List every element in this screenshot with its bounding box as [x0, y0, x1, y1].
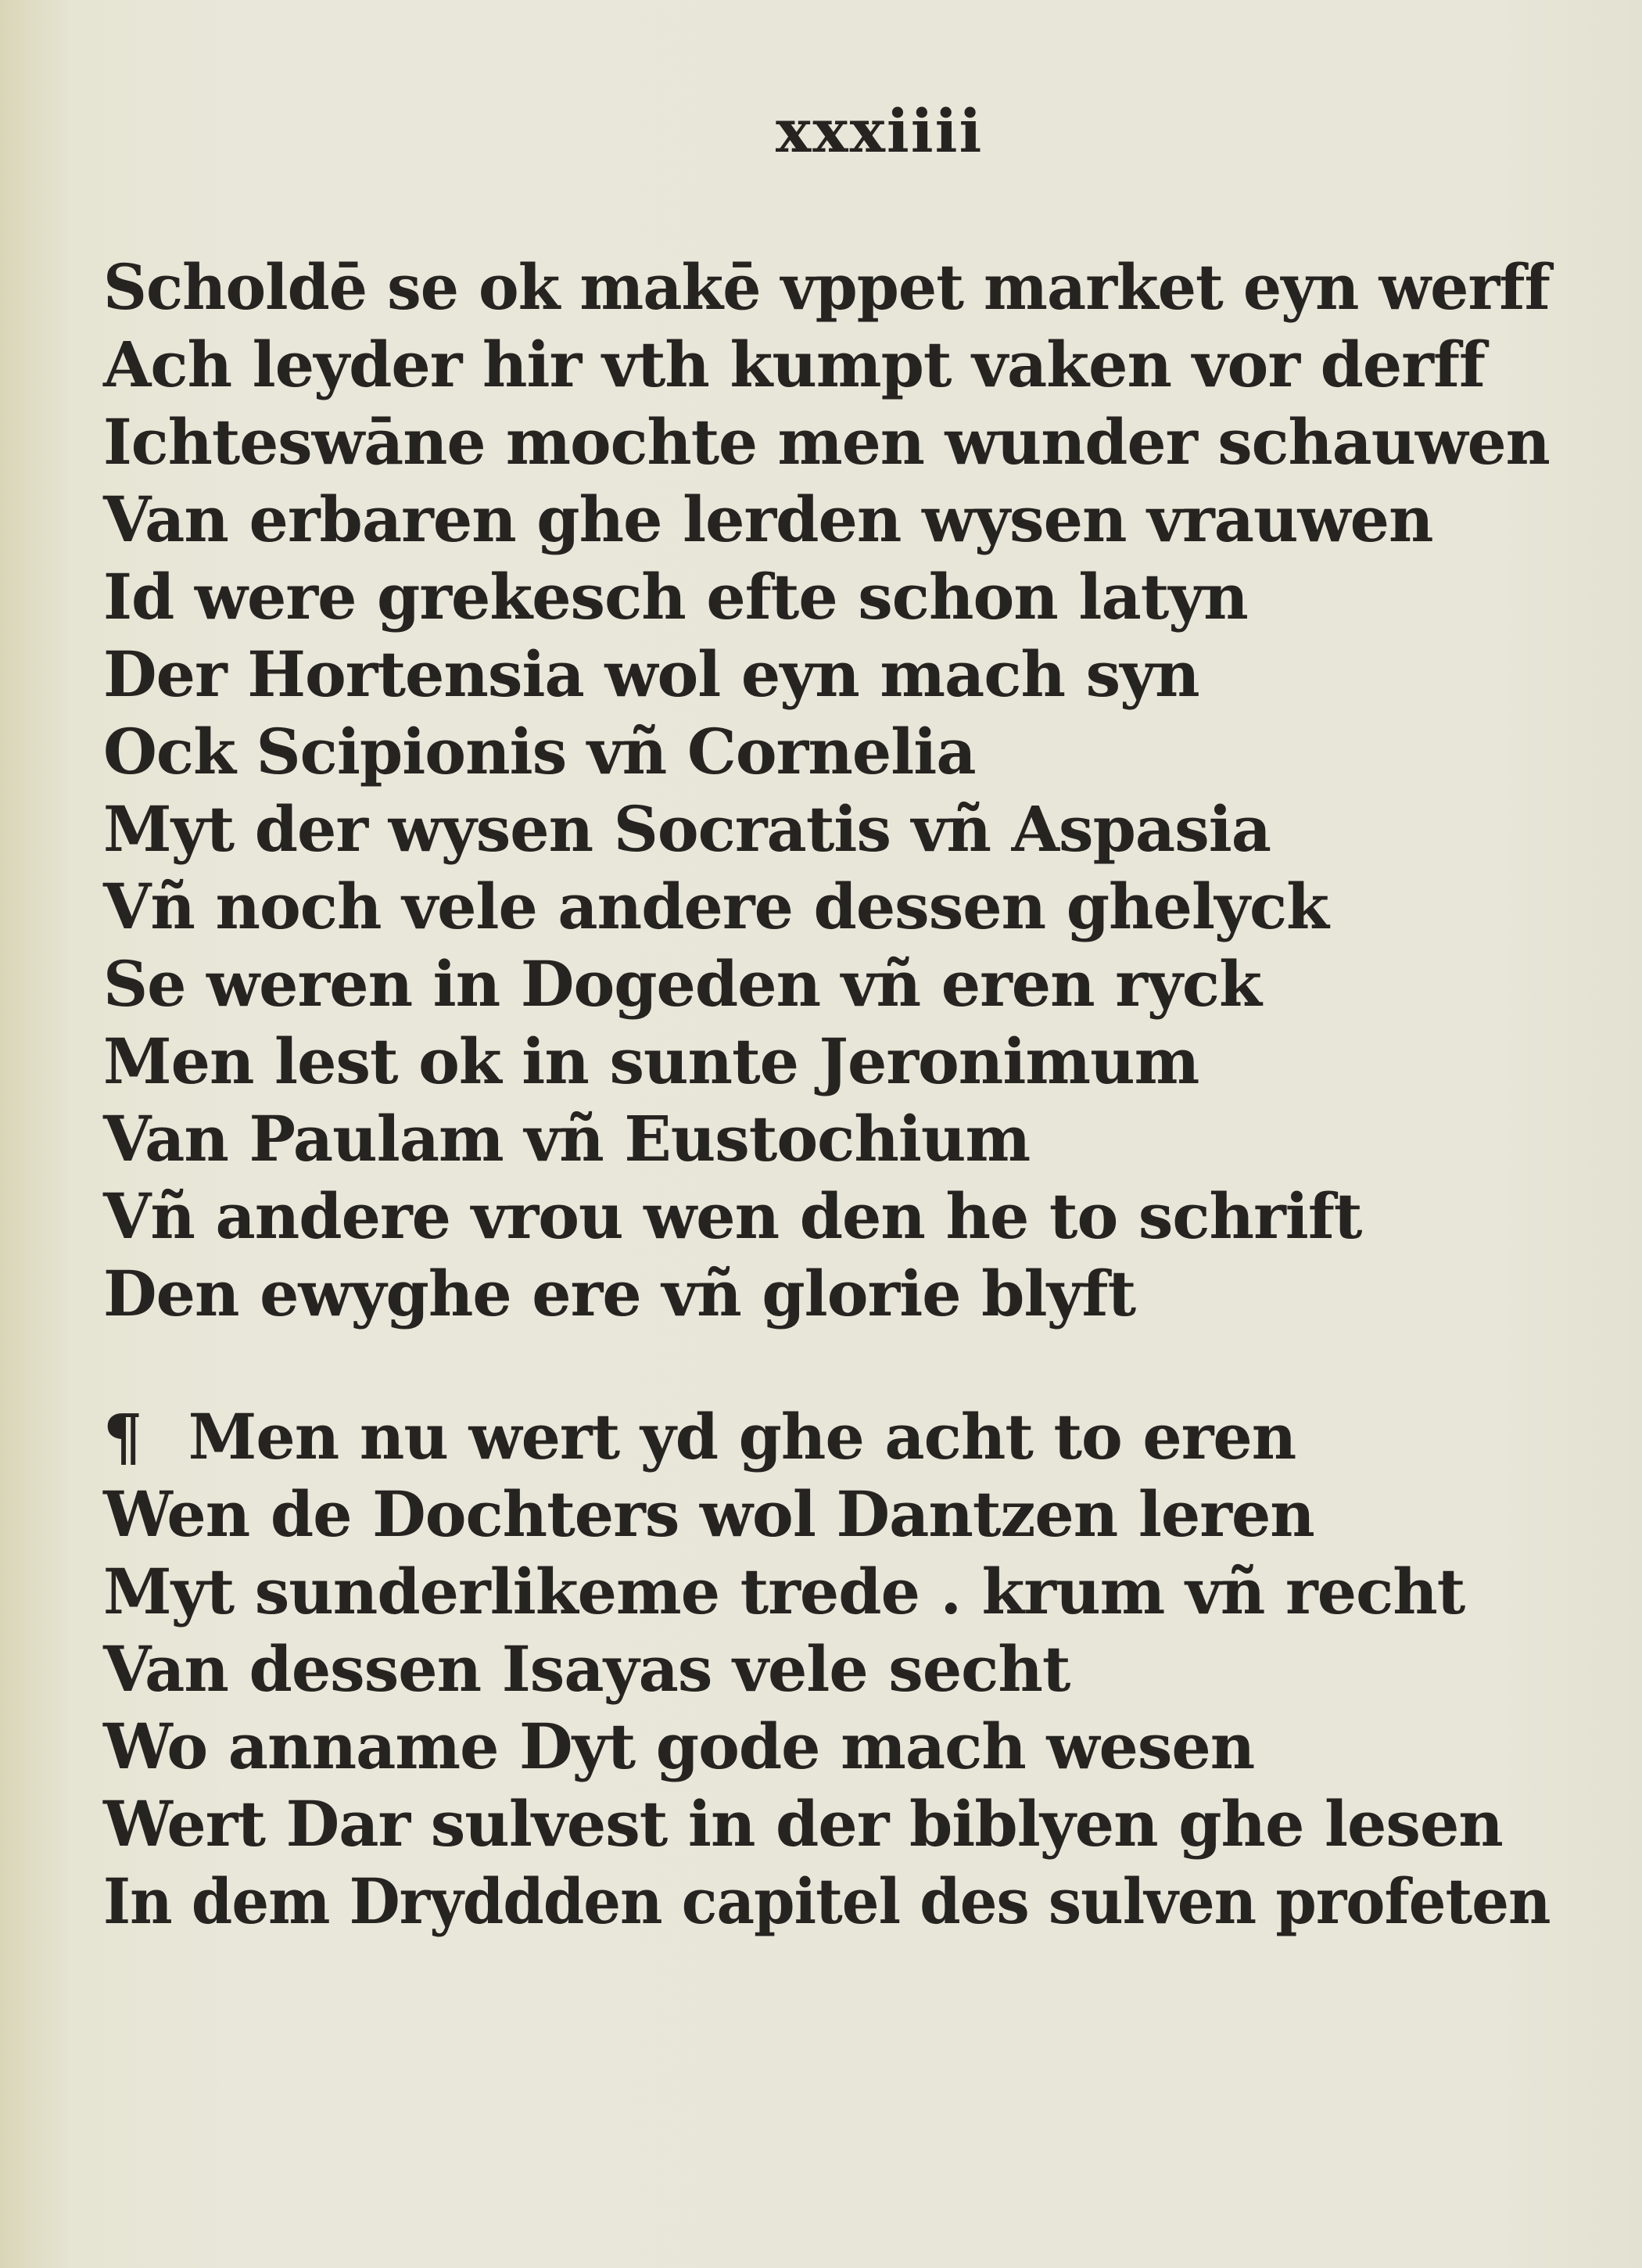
- verse-line: Id were grekesch efte schon latyn: [103, 560, 1248, 633]
- verse-line: Wert Dar sulvest in der biblyen ghe lesen: [103, 1787, 1503, 1861]
- verse-line: Se weren in Dogeden vñ eren ryck: [103, 947, 1261, 1021]
- verse-line: Der Hortensia wol eyn mach syn: [103, 637, 1199, 711]
- verse-line: Myt der wysen Socratis vñ Aspasia: [103, 792, 1271, 866]
- verse-line: Scholdē se ok makē vppet market eyn werff: [103, 250, 1550, 324]
- verse-line: Myt sunderlikeme trede . krum vñ recht: [103, 1555, 1465, 1628]
- verse-line: Vñ andere vrou wen den he to schrift: [103, 1179, 1362, 1253]
- verse-line: Ichteswāne mochte men wunder schauwen: [103, 405, 1550, 479]
- verse-line: Men lest ok in sunte Jeronimum: [103, 1025, 1199, 1098]
- stanza-2: [103, 1398, 1565, 1940]
- stanza-1: [103, 249, 1565, 1333]
- verse-line-with-pilcrow: [103, 1398, 1549, 1476]
- pilcrow-mark: ¶: [103, 1400, 142, 1473]
- folio-number: xxxiiii: [776, 96, 984, 166]
- verse-line: Vñ noch vele andere dessen ghelyck: [103, 870, 1329, 943]
- verse-line: Wo anname Dyt gode mach wesen: [103, 1710, 1255, 1783]
- verse-line: Ock Scipionis vñ Cornelia: [103, 715, 976, 788]
- verse-line: In dem Dryddden capitel des sulven profeten: [103, 1864, 1551, 1938]
- verse-line: Van erbaren ghe lerden wysen vrauwen: [103, 483, 1433, 556]
- verse-line-text: Men nu wert yd ghe acht to eren: [188, 1400, 1296, 1473]
- verse-line: Van Paulam vñ Eustochium: [103, 1102, 1031, 1175]
- verse-line: Ach leyder hir vth kumpt vaken vor derff: [103, 328, 1486, 401]
- verse-line: Den ewyghe ere vñ glorie blyft: [103, 1257, 1136, 1330]
- verse-line: Wen de Dochters wol Dantzen leren: [103, 1477, 1314, 1551]
- verse-line: Van dessen Isayas vele secht: [103, 1632, 1070, 1706]
